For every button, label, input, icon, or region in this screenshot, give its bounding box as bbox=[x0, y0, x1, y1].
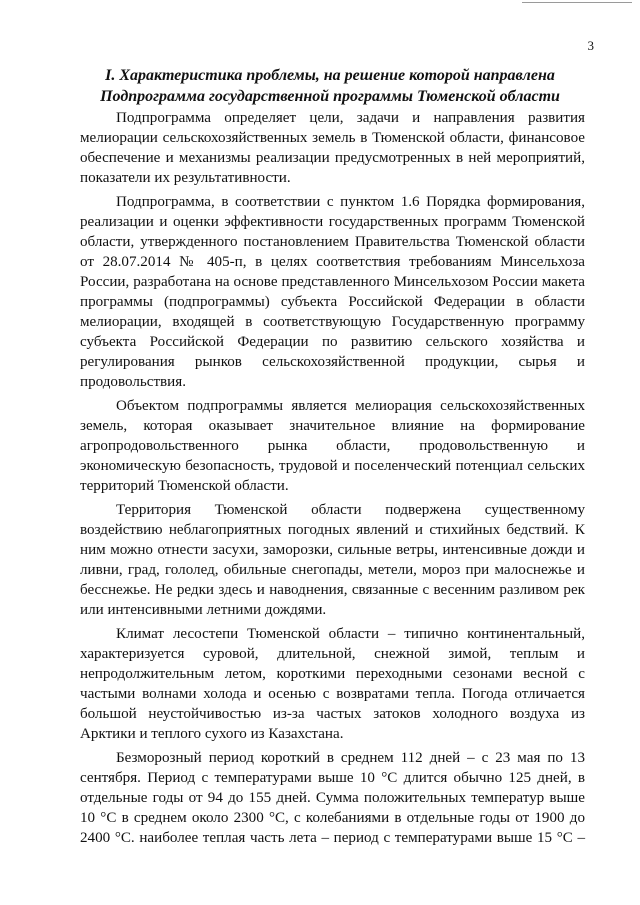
text-line: воздействию неблагоприятных погодных явлений и стихийных бедствий. К bbox=[80, 522, 585, 538]
text-line: большой неустойчивостью из-за частых затоков холодного воздуха из bbox=[80, 706, 585, 722]
text-line: реализации и оценки эффективности государственных программ Тюменской bbox=[80, 214, 585, 230]
document-body bbox=[80, 108, 585, 852]
text-line: мелиорации сельскохозяйственных земель в Тюменской области, финансовое bbox=[80, 130, 585, 146]
text-line: 2400 °С. наиболее теплая часть лета – период с температурами выше 15 °С – bbox=[80, 830, 585, 846]
text-line: от 28.07.2014 № 405-п, в целях соответствия требованиям Минсельхоза bbox=[80, 254, 585, 270]
text-line: России, разработана на основе представленного Минсельхозом России макета bbox=[80, 274, 585, 290]
text-line: агропродовольственного рынка области, продовольственную и bbox=[80, 438, 585, 454]
text-line: регулирования рынков сельскохозяйственной продукции, сырья и bbox=[80, 354, 585, 370]
text-line: ливни, град, гололед, обильные снегопады, метели, мороз при малоснежье и bbox=[80, 562, 585, 578]
paragraph bbox=[80, 500, 585, 620]
paragraph bbox=[80, 396, 585, 496]
paragraph bbox=[80, 748, 585, 848]
text-line: ним можно отнести засухи, заморозки, сильные ветры, интенсивные дожди и bbox=[80, 542, 585, 558]
text-line: субъекта Российской Федерации по развитию сельского хозяйства и bbox=[80, 334, 585, 350]
text-line: бесснежье. Не редки здесь и наводнения, связанные с весенним разливом рек bbox=[80, 582, 585, 598]
text-line: характеризуется суровой, длительной, снежной зимой, теплым и bbox=[80, 646, 585, 662]
text-line: отдельные годы от 94 до 155 дней. Сумма положительных температур выше bbox=[80, 790, 585, 806]
page-number: 3 bbox=[587, 38, 594, 53]
top-rule bbox=[522, 2, 632, 3]
text-line: Арктики и теплого сухого из Казахстана. bbox=[80, 726, 344, 742]
text-line: частыми волнами холода и осенью с возвратами тепла. Погода отличается bbox=[80, 686, 585, 702]
paragraph bbox=[80, 624, 585, 744]
text-line: обеспечение и механизмы реализации предусмотренных в ней мероприятий, bbox=[80, 150, 585, 166]
section-heading bbox=[80, 65, 580, 107]
text-line: земель, которая оказывает значительное влияние на формирование bbox=[80, 418, 585, 434]
text-line: области, утвержденного постановлением Правительства Тюменской области bbox=[80, 234, 585, 250]
text-line: Территория Тюменской области подвержена существенному bbox=[116, 502, 585, 518]
text-line: показатели их результативности. bbox=[80, 170, 291, 186]
text-line: Климат лесостепи Тюменской области – типично континентальный, bbox=[116, 626, 585, 642]
text-line: Безморозный период короткий в среднем 112 дней – с 23 мая по 13 bbox=[116, 750, 585, 766]
text-line: 10 °С в среднем около 2300 °С, с колебаниями в отдельные годы от 1900 до bbox=[80, 810, 585, 826]
heading-line: I. Характеристика проблемы, на решение которой направлена bbox=[105, 67, 555, 84]
text-line: продовольствия. bbox=[80, 374, 186, 390]
text-line: Подпрограмма, в соответствии с пунктом 1.6 Порядка формирования, bbox=[116, 194, 585, 210]
text-line: или интенсивными летними дождями. bbox=[80, 602, 327, 618]
heading-line: Подпрограмма государственной программы Тюменской области bbox=[100, 88, 560, 105]
text-line: территорий Тюменской области. bbox=[80, 478, 289, 494]
text-line: непродолжительным летом, короткими переходными сезонами весной с bbox=[80, 666, 585, 682]
paragraph bbox=[80, 108, 585, 188]
text-line: Подпрограмма определяет цели, задачи и направления развития bbox=[116, 110, 585, 126]
text-line: сентября. Период с температурами выше 10 °С длится обычно 125 дней, в bbox=[80, 770, 585, 786]
text-line: экономическую безопасность, трудовой и поселенческий потенциал сельских bbox=[80, 458, 585, 474]
paragraph bbox=[80, 192, 585, 392]
text-line: мелиорации, входящей в соответствующую Государственную программу bbox=[80, 314, 585, 330]
text-line: Объектом подпрограммы является мелиорация сельскохозяйственных bbox=[116, 398, 585, 414]
text-line: программы (подпрограммы) субъекта Российской Федерации в области bbox=[80, 294, 585, 310]
